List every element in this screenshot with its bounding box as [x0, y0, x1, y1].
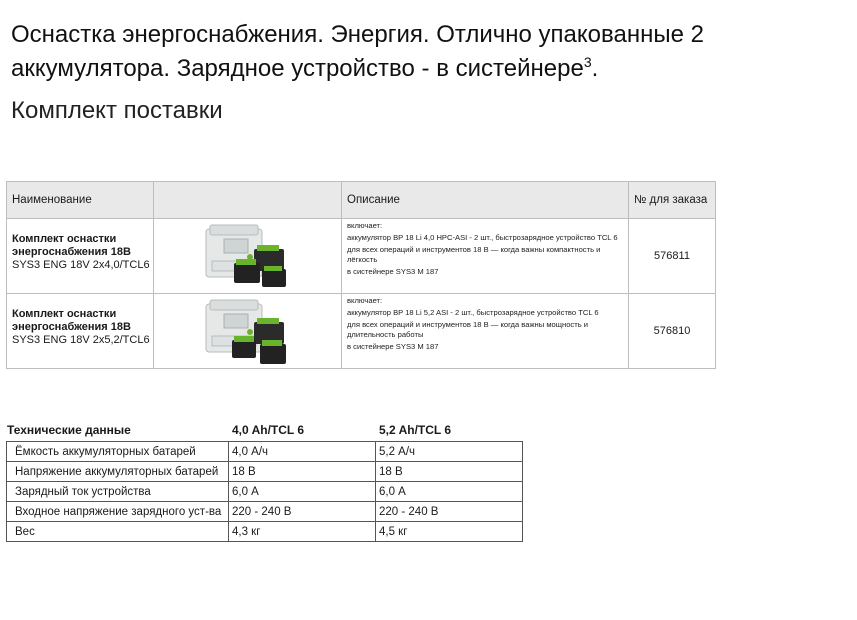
- spec-label: Входное напряжение зарядного уст-ва: [7, 502, 229, 522]
- spec-value-1: 18 В: [229, 462, 376, 482]
- col-header-image: [154, 182, 342, 219]
- specs-table: [6, 441, 523, 542]
- specs-header-col2: 5,2 Ah/TCL 6: [379, 423, 452, 437]
- table-row: [7, 442, 523, 462]
- specs-header-col1: 4,0 Ah/TCL 6: [232, 423, 305, 437]
- product-description-cell: [342, 294, 629, 369]
- desc-items: аккумулятор BP 18 Li 5,2 ASI - 2 шт., быстрозарядное устройство TCL 6: [347, 308, 599, 317]
- product-name-cell: [7, 294, 154, 369]
- product-name-cell: [7, 219, 154, 294]
- spec-value-2: 4,5 кг: [376, 522, 523, 542]
- page-title: [11, 18, 831, 86]
- spec-label: Ёмкость аккумуляторных батарей: [7, 442, 229, 462]
- product-systainer-image: [204, 296, 294, 366]
- spec-value-2: 6,0 А: [376, 482, 523, 502]
- product-model: SYS3 ENG 18V 2x4,0/TCL6: [12, 259, 150, 271]
- spec-label: Напряжение аккумуляторных батарей: [7, 462, 229, 482]
- table-row: [7, 462, 523, 482]
- specs-header-label: Технические данные: [7, 423, 131, 437]
- desc-usage: для всех операций и инструментов 18 В — когда важны мощность и длительность работы: [347, 320, 589, 339]
- section-subtitle: Комплект поставки: [11, 97, 223, 124]
- table-row: [7, 219, 716, 294]
- product-image-cell: [154, 294, 342, 369]
- col-header-code: № для заказа: [629, 182, 716, 219]
- product-systainer-image: [204, 221, 294, 291]
- product-name: Комплект оснастки энергоснабжения 18В: [12, 308, 131, 333]
- table-row: [7, 482, 523, 502]
- spec-label: Зарядный ток устройства: [7, 482, 229, 502]
- title-end: .: [591, 55, 599, 82]
- spec-value-2: 18 В: [376, 462, 523, 482]
- spec-value-1: 220 - 240 В: [229, 502, 376, 522]
- page-title-text: Оснастка энергоснабжения. Энергия. Отлично упакованные 2 аккумулятора. Зарядное устройство - в систейнере: [11, 21, 704, 82]
- order-code: 576811: [629, 219, 716, 294]
- products-table: [6, 181, 716, 369]
- spec-label: Вес: [7, 522, 229, 542]
- desc-usage: для всех операций и инструментов 18 В — когда важны компактность и лёгкость: [347, 245, 601, 264]
- col-header-description: Описание: [342, 182, 629, 219]
- spec-value-1: 4,0 А/ч: [229, 442, 376, 462]
- table-row: [7, 502, 523, 522]
- product-image-cell: [154, 219, 342, 294]
- order-code: 576810: [629, 294, 716, 369]
- desc-items: аккумулятор BP 18 Li 4,0 HPC-ASI - 2 шт., быстрозарядное устройство TCL 6: [347, 233, 618, 242]
- title-superscript: 3: [583, 54, 592, 70]
- products-table-header: [7, 182, 716, 219]
- desc-case: в систейнере SYS3 M 187: [347, 267, 439, 276]
- col-header-name: Наименование: [7, 182, 154, 219]
- product-model: SYS3 ENG 18V 2x5,2/TCL6: [12, 334, 150, 346]
- table-row: [7, 294, 716, 369]
- desc-includes: включает:: [347, 296, 383, 305]
- table-row: [7, 522, 523, 542]
- product-description-cell: [342, 219, 629, 294]
- spec-value-2: 5,2 А/ч: [376, 442, 523, 462]
- spec-value-2: 220 - 240 В: [376, 502, 523, 522]
- spec-value-1: 4,3 кг: [229, 522, 376, 542]
- desc-includes: включает:: [347, 221, 383, 230]
- desc-case: в систейнере SYS3 M 187: [347, 342, 439, 351]
- spec-value-1: 6,0 А: [229, 482, 376, 502]
- product-name: Комплект оснастки энергоснабжения 18В: [12, 233, 131, 258]
